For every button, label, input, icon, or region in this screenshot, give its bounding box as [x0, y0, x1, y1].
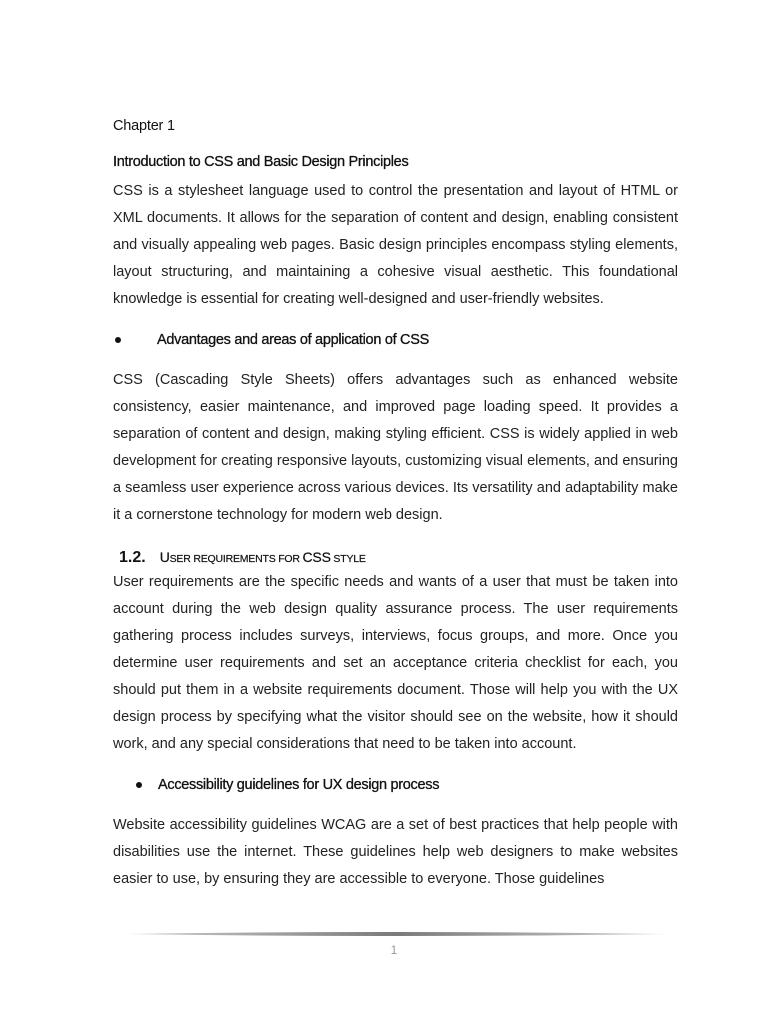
- accessibility-heading: Accessibility guidelines for UX design process: [158, 777, 440, 793]
- advantages-heading: Advantages and areas of application of CSS: [157, 332, 429, 348]
- accessibility-bullet: [113, 775, 678, 795]
- chapter-label: Chapter 1: [113, 118, 175, 134]
- footer-divider: [124, 931, 666, 937]
- page-number: 1: [390, 943, 398, 957]
- bullet-icon: [136, 782, 142, 788]
- section-heading: [119, 549, 678, 567]
- section-title-part: STYLE: [330, 553, 366, 565]
- section-title-part: U: [159, 549, 170, 565]
- section-paragraph: User requirements are the specific needs and wants of a user that must be taken into account during the web design quality assurance process. The user requirements gathering process includes surveys, interviews, focus groups, and more. Once you determine user requirements and set an acceptance criteria checklist for each, you should put them in a website requirements document. Those will help you with the UX design process by specifying what the visitor should see on the website, how it should work, and any special considerations that need to be taken into account.: [113, 574, 678, 752]
- accessibility-paragraph: Website accessibility guidelines WCAG are a set of best practices that help people with disabilities use the internet. These guidelines help web designers to make websites easier to use, by ensuring they are accessible to everyone. Those guidelines: [113, 817, 678, 887]
- section-title: [160, 549, 366, 565]
- section-title-part: SER REQUIREMENTS FOR: [169, 553, 303, 565]
- page-content: [113, 116, 678, 893]
- intro-heading: Introduction to CSS and Basic Design Principles: [113, 154, 409, 170]
- advantages-bullet: [113, 330, 678, 350]
- bullet-icon: [115, 337, 121, 343]
- section-title-part: CSS: [302, 549, 331, 565]
- advantages-paragraph: CSS (Cascading Style Sheets) offers advantages such as enhanced website consistency, easier maintenance, and improved page loading speed. It provides a separation of content and design, making styling efficient. CSS is widely applied in web development for creating responsive layouts, customizing visual elements, and ensuring a seamless user experience across various devices. Its versatility and adaptability make it a cornerstone technology for modern web design.: [113, 372, 678, 523]
- intro-paragraph: CSS is a stylesheet language used to control the presentation and layout of HTML or XML documents. It allows for the separation of content and design, enabling consistent and visually appealing web pages. Basic design principles encompass styling elements, layout structuring, and maintaining a cohesive visual aesthetic. This foundational knowledge is essential for creating well-designed and user-friendly websites.: [113, 183, 678, 307]
- section-number: 1.2.: [119, 549, 146, 566]
